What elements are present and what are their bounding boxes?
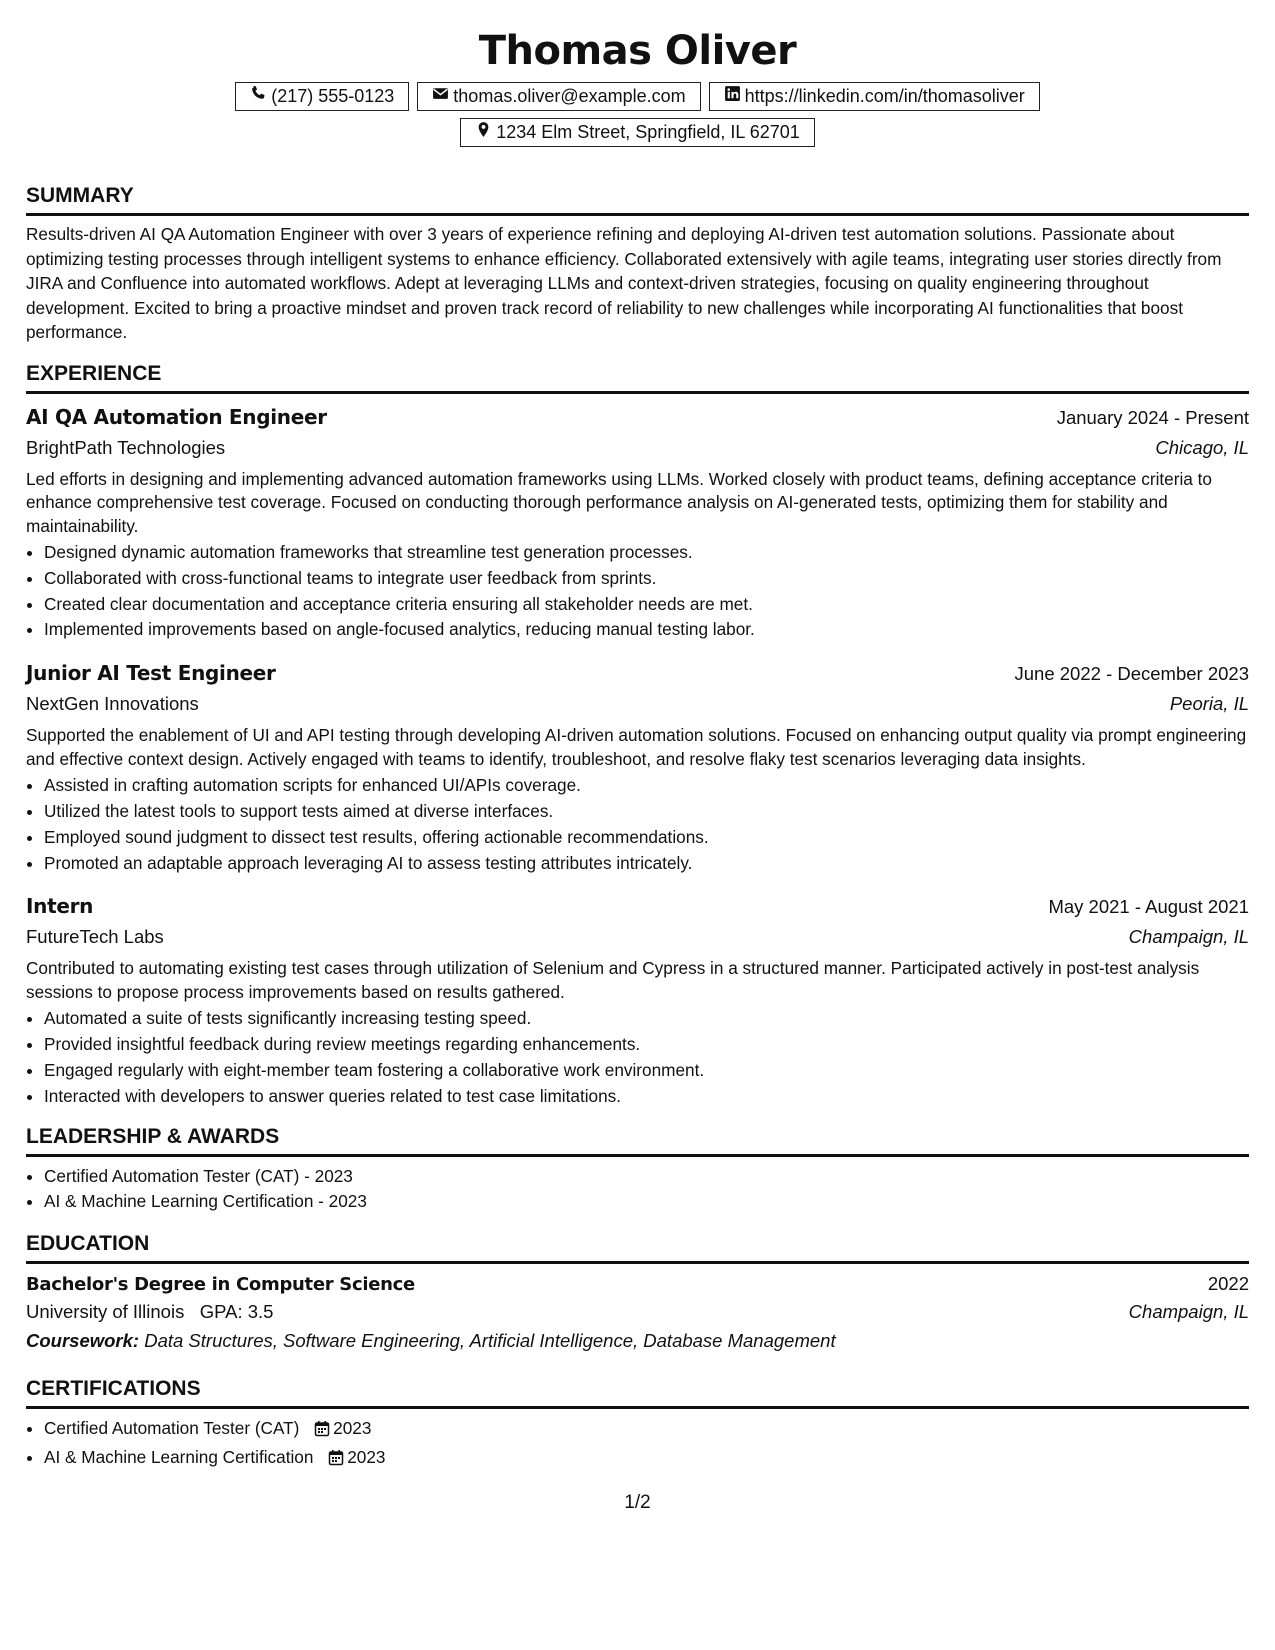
address: 1234 Elm Street, Springfield, IL 62701 (496, 122, 800, 142)
job-location: Peoria, IL (1169, 693, 1249, 715)
job-description: Supported the enablement of UI and API testing through developing AI-driven automation solutions. Focused on enhancing output quality via prompt engineering and effective context design. Actively engaged with teams to identify, troubleshoot, and resolve flaky test scenarios leveraging data insights. (26, 725, 1247, 769)
job-title: Intern (26, 894, 94, 919)
linkedin-chip[interactable] (709, 82, 1040, 111)
list-item: • Provided insightful feedback during review meetings regarding enhancements. (44, 1032, 1249, 1058)
list-item: • Employed sound judgment to dissect test results, offering actionable recommendations. (44, 825, 1249, 851)
job-dates: January 2024 - Present (1056, 406, 1249, 428)
list-item: • Implemented improvements based on angle-focused analytics, reducing manual testing labor. (44, 617, 1249, 643)
education-year: 2022 (1207, 1273, 1249, 1295)
certification-year: 2023 (347, 1446, 386, 1467)
job-company: NextGen Innovations (26, 693, 199, 715)
linkedin-icon (724, 85, 741, 108)
job-description: Led efforts in designing and implementing advanced automation frameworks using LLMs. Worked closely with product teams, defining acceptance criteria to enhance comprehensive test coverage. Focused on conducting thorough performance analysis on AI-generated tests, optimizing them for stability and maintainability. (26, 468, 1212, 536)
education-gpa: GPA: 3.5 (199, 1301, 274, 1323)
phone-number: (217) 555-0123 (271, 86, 395, 106)
list-item: • Assisted in crafting automation scripts for enhanced UI/APIs coverage. (44, 773, 1249, 799)
summary-text: Results-driven AI QA Automation Engineer with over 3 years of experience refining and deploying AI-driven test automation solutions. Passionate about optimizing testing processes through intelligent systems to enhance efficiency. Collaborated extensively with agile teams, integrating user stories directly from JIRA and Confluence into automated workflows. Adept at leveraging LLMs and context-driven strategies, focusing on quality engineering throughout development. Excited to bring a proactive mindset and proven track record of reliability to new challenges while incorporating AI functionalities that boost performance. (26, 224, 1222, 342)
education-degree: Bachelor's Degree in Computer Science (26, 1274, 415, 1296)
linkedin-url: https://linkedin.com/in/thomasoliver (744, 86, 1025, 106)
email-chip[interactable] (417, 82, 700, 111)
list-item: • Automated a suite of tests significantly increasing testing speed. (44, 1006, 1249, 1032)
list-item (44, 1416, 1249, 1445)
section-title-certifications: CERTIFICATIONS (26, 1376, 1249, 1409)
certification-name: Certified Automation Tester (CAT) (44, 1418, 300, 1439)
job-title: Junior AI Test Engineer (26, 661, 276, 686)
list-item (44, 1445, 1249, 1474)
list-item: • Created clear documentation and acceptance criteria ensuring all stakeholder needs are met. (44, 592, 1249, 618)
email-address: thomas.oliver@example.com (453, 86, 686, 106)
education-section (26, 1231, 1249, 1356)
phone-chip[interactable] (235, 82, 409, 111)
education-coursework (26, 1326, 1249, 1356)
awards-list (26, 1164, 1249, 1216)
list-item: • Certified Automation Tester (CAT) - 2023 (44, 1164, 1249, 1190)
phone-icon (250, 85, 267, 108)
awards-section (26, 1124, 1249, 1216)
job-dates: June 2022 - December 2023 (1014, 663, 1249, 685)
job-dates: May 2021 - August 2021 (1048, 896, 1249, 918)
list-item: • Interacted with developers to answer queries related to test case limitations. (44, 1084, 1249, 1110)
calendar-icon (328, 1448, 344, 1474)
section-title-experience: EXPERIENCE (26, 361, 1249, 394)
section-title-awards: LEADERSHIP & AWARDS (26, 1124, 1249, 1157)
job-company: BrightPath Technologies (26, 436, 226, 458)
list-item: • Promoted an adaptable approach leveraging AI to assess testing attributes intricately. (44, 851, 1249, 877)
calendar-icon (314, 1419, 330, 1445)
certifications-section (26, 1376, 1249, 1474)
resume-page (26, 0, 1249, 1474)
list-item: • Designed dynamic automation frameworks that streamline test generation processes. (44, 540, 1249, 566)
section-title-education: EDUCATION (26, 1231, 1249, 1264)
coursework-list: Data Structures, Software Engineering, Artificial Intelligence, Database Management (144, 1330, 836, 1352)
contact-row-2 (26, 118, 1249, 147)
address-chip[interactable] (460, 118, 815, 147)
map-pin-icon (475, 121, 492, 144)
contact-row-1 (26, 82, 1249, 111)
experience-section (26, 361, 1249, 1110)
education-location: Champaign, IL (1128, 1301, 1249, 1323)
coursework-label: Coursework: (26, 1330, 140, 1352)
list-item: • Utilized the latest tools to support tests aimed at diverse interfaces. (44, 799, 1249, 825)
education-school: University of Illinois (26, 1301, 185, 1323)
section-title-summary: SUMMARY (26, 183, 1249, 216)
job-company: FutureTech Labs (26, 926, 164, 948)
job-location: Chicago, IL (1155, 436, 1249, 458)
job-entry (26, 890, 1249, 1109)
job-bullets (26, 773, 1249, 876)
job-title: AI QA Automation Engineer (26, 404, 327, 429)
job-entry (26, 657, 1249, 876)
education-school-line (26, 1298, 273, 1326)
job-bullets (26, 540, 1249, 643)
list-item: • Collaborated with cross-functional teams to integrate user feedback from sprints. (44, 566, 1249, 592)
job-location: Champaign, IL (1128, 926, 1249, 948)
certification-year: 2023 (333, 1418, 372, 1439)
certifications-list (26, 1416, 1249, 1474)
job-bullets (26, 1006, 1249, 1109)
job-description: Contributed to automating existing test cases through utilization of Selenium and Cypress in a structured manner. Participated actively in post-test analysis sessions to propose process improvements based on results gathered. (26, 958, 1200, 1002)
job-entry (26, 401, 1249, 644)
envelope-icon (432, 85, 449, 108)
page-number: 1/2 (624, 1492, 651, 1513)
certification-name: AI & Machine Learning Certification (44, 1446, 314, 1467)
summary-section (26, 183, 1249, 345)
list-item: • AI & Machine Learning Certification - 2023 (44, 1189, 1249, 1215)
candidate-name: Thomas Oliver (478, 28, 797, 74)
list-item: • Engaged regularly with eight-member team fostering a collaborative work environment. (44, 1058, 1249, 1084)
